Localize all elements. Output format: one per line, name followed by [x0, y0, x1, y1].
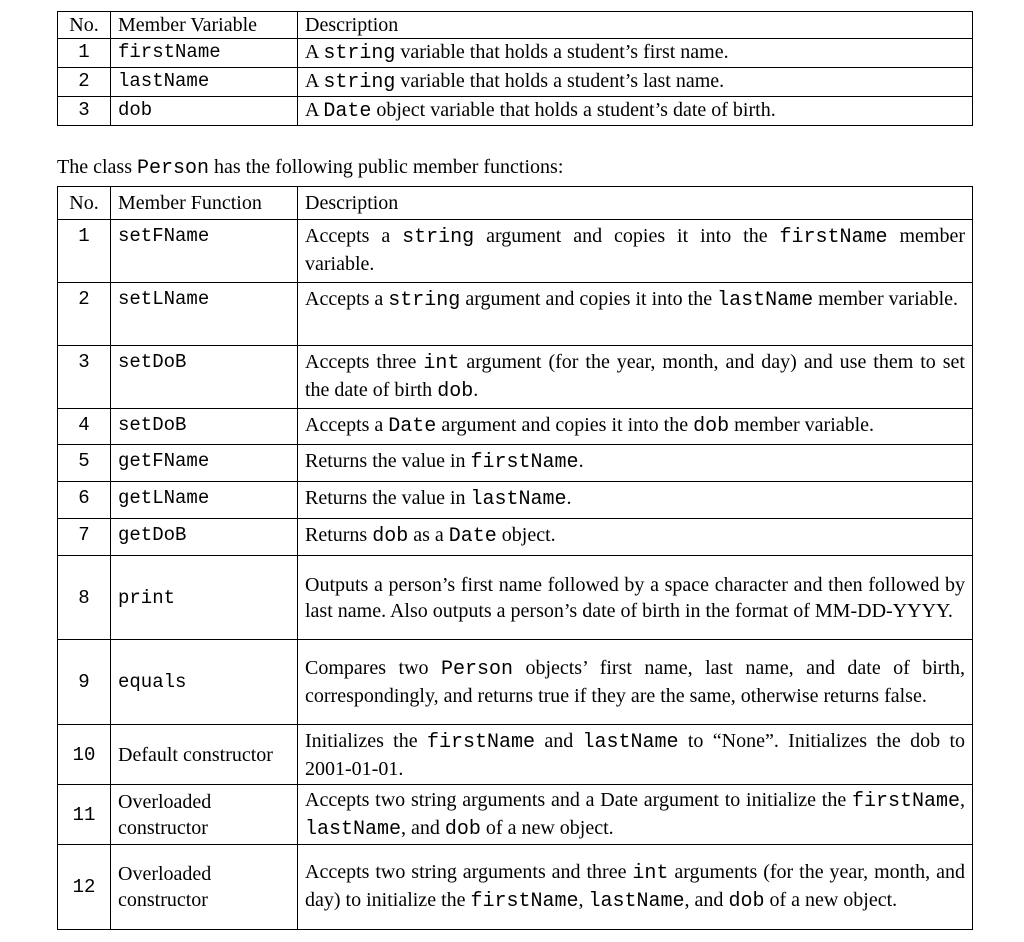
member-function-name: setDoB	[111, 409, 298, 445]
text-segment: object variable that holds a student’s date of birth.	[371, 99, 776, 121]
text-segment: Compares two	[305, 657, 441, 679]
text-segment: , and	[401, 816, 445, 839]
row-number: 11	[58, 785, 111, 845]
member-function-description	[298, 519, 973, 556]
code-text: int	[632, 862, 669, 885]
table-row	[58, 845, 973, 930]
row-number: 10	[58, 725, 111, 785]
code-text: Person	[136, 157, 209, 180]
member-function-name: print	[111, 556, 298, 640]
text-segment: argument and copies it into the	[436, 414, 694, 436]
member-function-name: setDoB	[111, 346, 298, 409]
header-no: No.	[58, 187, 111, 220]
text-segment: .	[578, 450, 584, 472]
member-variable-name: dob	[111, 97, 298, 126]
table-row	[58, 482, 973, 519]
text-segment: Returns the value in	[305, 450, 471, 472]
header-no: No.	[58, 12, 111, 39]
text-segment: Accepts a	[305, 225, 403, 247]
text-segment: A	[305, 41, 324, 63]
text-segment: Accepts two string arguments and a Date argument to initialize the	[305, 788, 852, 811]
text-segment: variable that holds a student’s first name.	[395, 41, 729, 63]
table-row	[58, 519, 973, 556]
code-text: firstName	[426, 730, 535, 754]
member-variable-name: lastName	[111, 68, 298, 97]
row-number: 6	[58, 482, 111, 519]
code-text: Date	[388, 415, 437, 438]
code-text: dob	[693, 415, 730, 438]
text-segment: as a	[408, 524, 449, 546]
code-text: firstName	[779, 226, 888, 249]
row-number: 4	[58, 409, 111, 445]
member-function-name: getFName	[111, 445, 298, 482]
table-header-row	[58, 12, 973, 39]
member-function-description	[298, 640, 973, 725]
member-variables-table	[57, 11, 973, 126]
text-segment: has the following public member functions:	[209, 156, 564, 178]
code-text: int	[423, 352, 460, 375]
member-functions-table	[57, 186, 973, 930]
row-number: 7	[58, 519, 111, 556]
member-function-name: Overloaded constructor	[111, 785, 298, 845]
text-segment: A	[305, 70, 324, 92]
text-segment: Initializes the	[305, 729, 427, 752]
code-text: lastName	[582, 730, 679, 754]
text-segment: Outputs a person’s first name followed by a space character and then followed by last name. Also outputs a person’s date of birth in the format of MM-DD-YYYY.	[305, 573, 965, 622]
member-function-description	[298, 725, 973, 785]
code-text: firstName	[470, 890, 579, 913]
row-number: 8	[58, 556, 111, 640]
member-function-name: getDoB	[111, 519, 298, 556]
table-row	[58, 785, 973, 845]
member-function-description	[298, 482, 973, 519]
text-segment: ,	[960, 788, 965, 811]
table-row	[58, 725, 973, 785]
text-segment: of a new object.	[764, 889, 898, 911]
text-segment: to “None”. Initializes the dob to 2001-01-01.	[305, 729, 965, 780]
text-segment: variable that holds a student’s last name.	[395, 70, 725, 92]
member-variable-description	[298, 39, 973, 68]
text-segment: member variable.	[305, 225, 966, 275]
text-segment: ,	[578, 889, 589, 911]
code-text: string	[323, 71, 396, 94]
member-function-description	[298, 845, 973, 930]
table-row	[58, 68, 973, 97]
member-function-description	[298, 346, 973, 409]
text-segment: object.	[496, 524, 556, 546]
text-segment: Returns	[305, 524, 373, 546]
text-segment: A	[305, 99, 324, 121]
member-function-name: Default constructor	[111, 725, 298, 785]
member-function-name: setFName	[111, 220, 298, 283]
code-text: string	[402, 226, 475, 249]
code-text: dob	[728, 890, 765, 913]
code-text: lastName	[305, 817, 402, 841]
code-text: firstName	[470, 451, 579, 474]
code-text: Date	[448, 525, 497, 548]
text-segment: .	[566, 487, 572, 509]
member-variable-description	[298, 97, 973, 126]
code-text: lastName	[470, 488, 567, 511]
header-description: Description	[298, 187, 973, 220]
header-member-variable: Member Variable	[111, 12, 298, 39]
table-row	[58, 346, 973, 409]
text-segment: member variable.	[729, 414, 875, 436]
table-row	[58, 640, 973, 725]
table-row	[58, 283, 973, 346]
text-segment: Accepts three	[305, 351, 424, 373]
header-description: Description	[298, 12, 973, 39]
member-function-name: getLName	[111, 482, 298, 519]
text-segment: of a new object.	[480, 816, 614, 839]
text-segment: .	[473, 379, 479, 401]
code-text: firstName	[851, 789, 960, 813]
header-member-function: Member Function	[111, 187, 298, 220]
text-segment: Accepts a	[305, 288, 389, 310]
table-row	[58, 556, 973, 640]
member-variable-description	[298, 68, 973, 97]
row-number: 2	[58, 68, 111, 97]
member-function-name: setLName	[111, 283, 298, 346]
text-segment: Returns the value in	[305, 487, 471, 509]
code-text: dob	[437, 380, 474, 403]
code-text: lastName	[717, 289, 814, 312]
text-segment: argument and copies it into the	[474, 225, 780, 247]
text-segment: , and	[684, 889, 729, 911]
code-text: string	[388, 289, 461, 312]
table-row	[58, 97, 973, 126]
member-function-name: equals	[111, 640, 298, 725]
member-function-description	[298, 409, 973, 445]
code-text: string	[323, 42, 396, 65]
text-segment: Accepts a	[305, 414, 389, 436]
row-number: 5	[58, 445, 111, 482]
code-text: dob	[372, 525, 409, 548]
table-row	[58, 220, 973, 283]
text-segment: objects’ first name, last name, and date of birth, correspondingly, and returns true if they are the same, otherwise returns false.	[305, 657, 966, 707]
row-number: 3	[58, 346, 111, 409]
member-function-name: Overloaded constructor	[111, 845, 298, 930]
text-segment: and	[534, 729, 583, 752]
member-function-description	[298, 556, 973, 640]
row-number: 1	[58, 220, 111, 283]
functions-intro-text	[57, 154, 563, 182]
member-function-description	[298, 445, 973, 482]
code-text: lastName	[588, 890, 685, 913]
text-segment: argument (for the year, month, and day) and use them to set the date of birth	[305, 351, 965, 401]
row-number: 9	[58, 640, 111, 725]
row-number: 2	[58, 283, 111, 346]
code-text: Person	[440, 658, 513, 681]
code-text: dob	[444, 817, 481, 841]
text-segment: arguments (for the year, month, and day) to initialize the	[305, 861, 965, 911]
row-number: 1	[58, 39, 111, 68]
member-function-description	[298, 283, 973, 346]
member-function-description	[298, 220, 973, 283]
row-number: 3	[58, 97, 111, 126]
text-segment: The class	[57, 156, 137, 178]
table-row	[58, 39, 973, 68]
member-function-description	[298, 785, 973, 845]
table-row	[58, 409, 973, 445]
table-row	[58, 445, 973, 482]
member-variable-name: firstName	[111, 39, 298, 68]
code-text: Date	[323, 100, 372, 123]
row-number: 12	[58, 845, 111, 930]
table-header-row	[58, 187, 973, 220]
text-segment: Accepts two string arguments and three	[305, 861, 633, 883]
text-segment: member variable.	[813, 288, 959, 310]
text-segment: argument and copies it into the	[460, 288, 718, 310]
